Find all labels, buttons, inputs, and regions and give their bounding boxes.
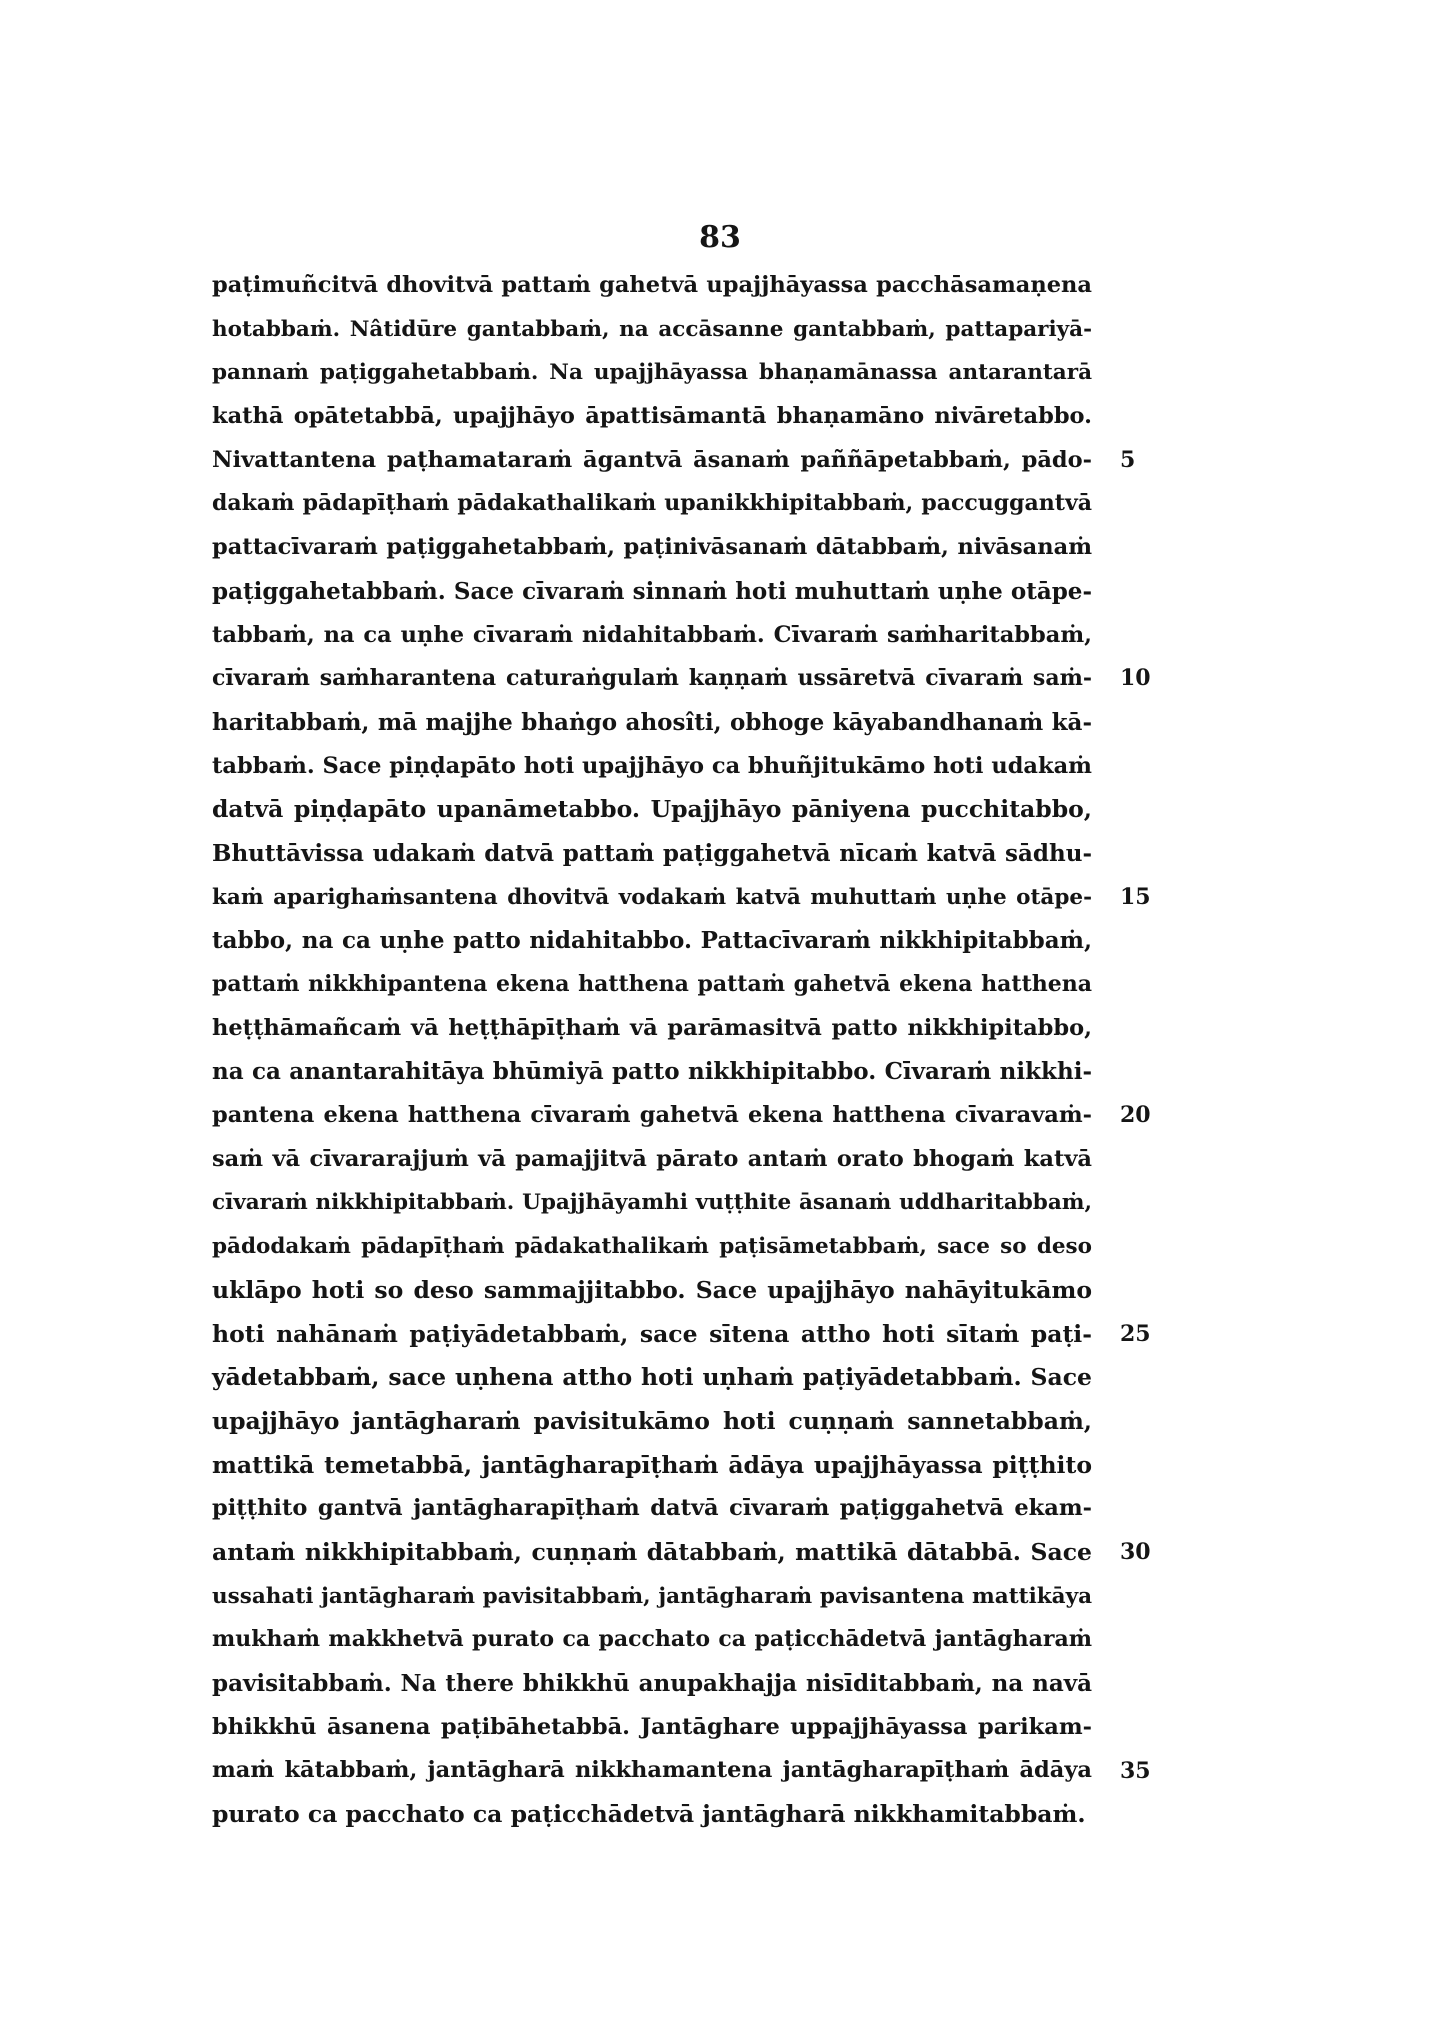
text-line: dakaṁ pādapīṭhaṁ pādakathalikaṁ upanikkhipitabbaṁ, paccuggantvā	[212, 490, 1092, 517]
text-line: haritabbaṁ, mā majjhe bhaṅgo ahosîti, obhoge kāyabandhanaṁ kā-	[212, 708, 1092, 736]
text-line: kaṁ aparighaṁsantena dhovitvā vodakaṁ katvā muhuttaṁ uṇhe otāpe-	[212, 884, 1092, 910]
text-line: mukhaṁ makkhetvā purato ca pacchato ca paṭicchādetvā jantāgharaṁ	[212, 1626, 1092, 1653]
margin-line-number: 10	[1120, 665, 1151, 692]
text-line: tabbaṁ, na ca uṇhe cīvaraṁ nidahitabbaṁ. Cīvaraṁ saṁharitabbaṁ,	[212, 621, 1092, 648]
text-line: paṭiggahetabbaṁ. Sace cīvaraṁ sinnaṁ hoti muhuttaṁ uṇhe otāpe-	[212, 577, 1092, 605]
text-line: mattikā temetabbā, jantāgharapīṭhaṁ ādāya upajjhāyassa piṭṭhito	[212, 1450, 1092, 1479]
text-line: piṭṭhito gantvā jantāgharapīṭhaṁ datvā cīvaraṁ paṭiggahetvā ekam-	[212, 1495, 1092, 1522]
margin-line-number: 35	[1120, 1757, 1151, 1784]
text-line: pattacīvaraṁ paṭiggahetabbaṁ, paṭinivāsanaṁ dātabbaṁ, nivāsanaṁ	[212, 534, 1092, 561]
text-line: na ca anantarahitāya bhūmiyā patto nikkhipitabbo. Cīvaraṁ nikkhi-	[212, 1058, 1092, 1086]
text-line: pantena ekena hatthena cīvaraṁ gahetvā ekena hatthena cīvaravaṁ-	[212, 1102, 1092, 1129]
text-line: cīvaraṁ saṁharantena caturaṅgulaṁ kaṇṇaṁ ussāretvā cīvaraṁ saṁ-	[212, 665, 1092, 692]
margin-line-number: 5	[1120, 446, 1136, 473]
text-line: pādodakaṁ pādapīṭhaṁ pādakathalikaṁ paṭisāmetabbaṁ, sace so deso	[212, 1234, 1092, 1260]
text-line: datvā piṇḍapāto upanāmetabbo. Upajjhāyo pāniyena pucchitabbo,	[212, 795, 1092, 824]
text-line: pattaṁ nikkhipantena ekena hatthena pattaṁ gahetvā ekena hatthena	[212, 971, 1092, 997]
text-line: yādetabbaṁ, sace uṇhena attho hoti uṇhaṁ paṭiyādetabbaṁ. Sace	[212, 1363, 1092, 1392]
text-line: kathā opātetabbā, upajjhāyo āpattisāmantā bhaṇamāno nivāretabbo.	[212, 403, 1092, 430]
body-text	[212, 264, 1092, 1837]
text-line: maṁ kātabbaṁ, jantāgharā nikkhamantena jantāgharapīṭhaṁ ādāya	[212, 1757, 1092, 1784]
margin-line-number: 25	[1120, 1320, 1151, 1347]
page-number: 83	[699, 220, 741, 255]
margin-line-number: 30	[1120, 1539, 1151, 1566]
text-line: purato ca pacchato ca paṭicchādetvā jantāgharā nikkhamitabbaṁ.	[212, 1800, 1086, 1829]
text-line: cīvaraṁ nikkhipitabbaṁ. Upajjhāyamhi vuṭṭhite āsanaṁ uddharitabbaṁ,	[212, 1190, 1092, 1216]
text-line: tabbaṁ. Sace piṇḍapāto hoti upajjhāyo ca bhuñjitukāmo hoti udakaṁ	[212, 752, 1092, 779]
margin-line-number: 15	[1120, 883, 1151, 910]
text-line: antaṁ nikkhipitabbaṁ, cuṇṇaṁ dātabbaṁ, mattikā dātabbā. Sace	[212, 1537, 1092, 1566]
text-line: ussahati jantāgharaṁ pavisitabbaṁ, jantāgharaṁ pavisantena mattikāya	[212, 1583, 1092, 1609]
text-line: pannaṁ paṭiggahetabbaṁ. Na upajjhāyassa bhaṇamānassa antarantarā	[212, 360, 1092, 386]
text-line: Bhuttāvissa udakaṁ datvā pattaṁ paṭiggahetvā nīcaṁ katvā sādhu-	[212, 839, 1092, 867]
text-line: hoti nahānaṁ paṭiyādetabbaṁ, sace sītena attho hoti sītaṁ paṭi-	[212, 1319, 1092, 1348]
margin-line-number: 20	[1120, 1102, 1151, 1129]
text-line: paṭimuñcitvā dhovitvā pattaṁ gahetvā upajjhāyassa pacchāsamaṇena	[212, 272, 1092, 298]
text-line: upajjhāyo jantāgharaṁ pavisitukāmo hoti cuṇṇaṁ sannetabbaṁ,	[212, 1406, 1092, 1435]
text-line: heṭṭhāmañcaṁ vā heṭṭhāpīṭhaṁ vā parāmasitvā patto nikkhipitabbo,	[212, 1014, 1092, 1041]
text-line: uklāpo hoti so deso sammajjitabbo. Sace upajjhāyo nahāyitukāmo	[212, 1275, 1092, 1304]
text-line: bhikkhū āsanena paṭibāhetabbā. Jantāghare uppajjhāyassa parikam-	[212, 1713, 1092, 1740]
text-line: saṁ vā cīvararajjuṁ vā pamajjitvā pārato antaṁ orato bhogaṁ katvā	[212, 1145, 1092, 1172]
text-line: Nivattantena paṭhamataraṁ āgantvā āsanaṁ paññāpetabbaṁ, pādo-	[212, 446, 1092, 473]
text-line: pavisitabbaṁ. Na there bhikkhū anupakhajja nisīditabbaṁ, na navā	[212, 1670, 1092, 1697]
text-line: tabbo, na ca uṇhe patto nidahitabbo. Pattacīvaraṁ nikkhipitabbaṁ,	[212, 927, 1092, 955]
text-line: hotabbaṁ. Nâtidūre gantabbaṁ, na accāsanne gantabbaṁ, pattapariyā-	[212, 316, 1092, 342]
